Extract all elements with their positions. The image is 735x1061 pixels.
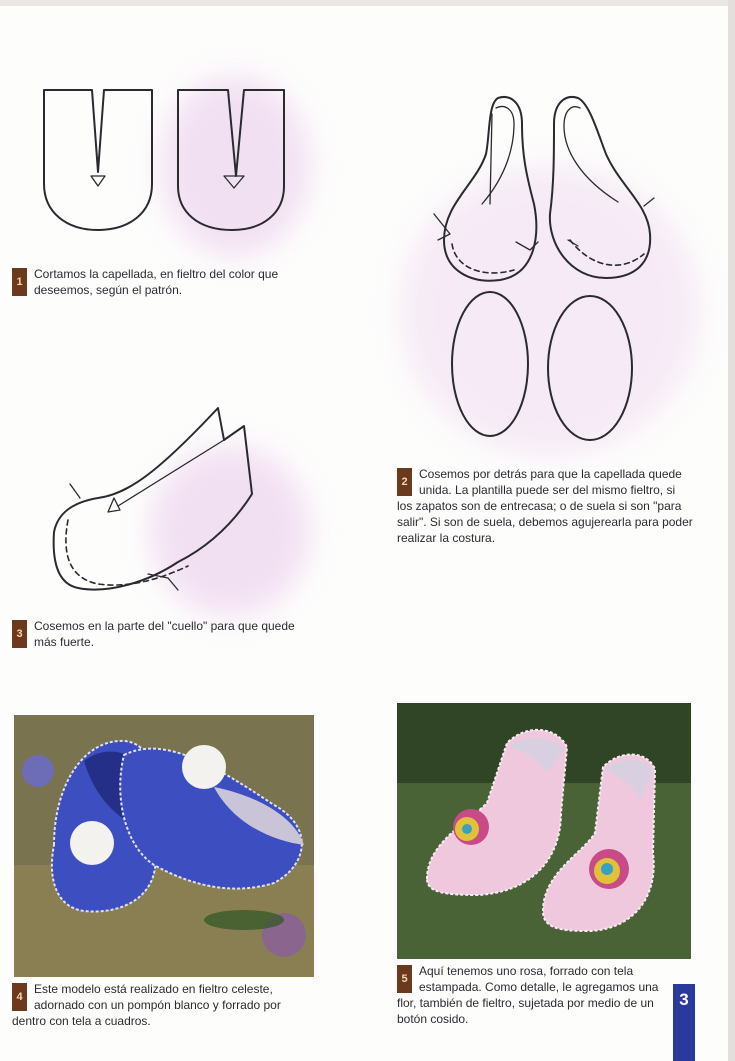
page-number-tab [673, 984, 695, 1061]
step-4 [12, 981, 317, 1029]
step1-pattern-drawing [40, 84, 290, 239]
step-5-number: 5 [397, 965, 412, 993]
step-1-number: 1 [12, 268, 27, 296]
step3-shoe-drawing [48, 402, 258, 602]
craft-page [0, 6, 728, 1061]
step-3-text: Cosemos en la parte del "cuello" para que quede más fuerte. [34, 619, 295, 649]
step-4-number: 4 [12, 983, 27, 1011]
step-3 [12, 618, 317, 650]
page-edge [728, 0, 735, 1061]
step-5-text: Aquí tenemos uno rosa, forrado con tela estampada. Como detalle, le agregamos una flor, también de fieltro, sujetada por medio de un botón cosido. [397, 964, 659, 1026]
step-2 [397, 466, 693, 546]
pink-shoes-illustration [397, 703, 691, 959]
step-4-text: Este modelo está realizado en fieltro celeste, adornado con un pompón blanco y forrado por dentro con tela a cuadros. [12, 982, 281, 1028]
page-number: 3 [679, 990, 689, 1009]
step-2-number: 2 [397, 468, 412, 496]
step-2-text: Cosemos por detrás para que la capellada quede unida. La plantilla puede ser del mismo fieltro, si los zapatos son de entrecasa; o de suela si son "para salir". Si son de suela, debemos agujerearla para poder realizar la costura. [397, 467, 693, 545]
step2-shoes-drawing [430, 94, 670, 444]
blue-shoes-illustration [14, 715, 314, 977]
photo-blue-shoes [14, 715, 314, 977]
photo-pink-shoes [397, 703, 691, 959]
step-5 [397, 963, 669, 1027]
step-1-text: Cortamos la capellada, en fieltro del color que deseemos, según el patrón. [34, 267, 279, 297]
step-1 [12, 266, 317, 298]
step-3-number: 3 [12, 620, 27, 648]
